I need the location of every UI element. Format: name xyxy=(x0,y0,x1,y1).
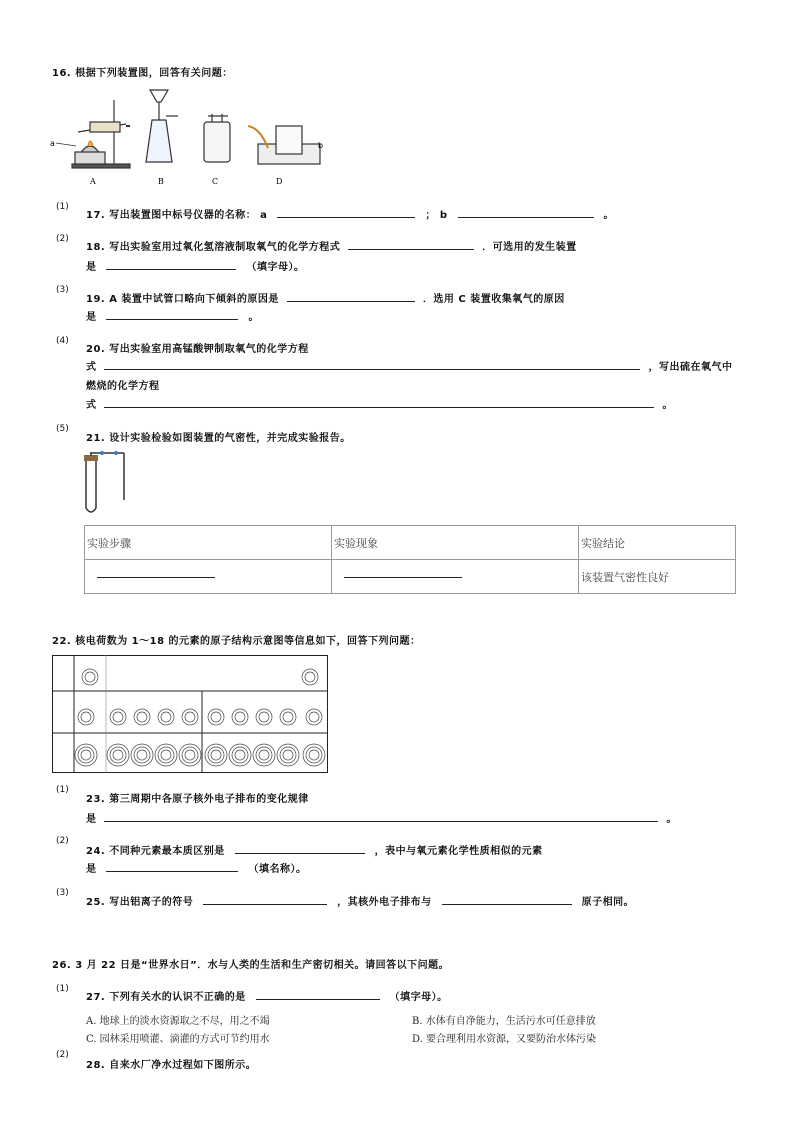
apparatus-d xyxy=(248,126,320,164)
q20-line3: 燃烧的化学方程 xyxy=(86,381,160,392)
q23-line2 xyxy=(86,810,677,825)
q17-blank-b[interactable] xyxy=(458,207,594,218)
q25-text-end: 原子相同。 xyxy=(581,897,635,908)
mark-b: b xyxy=(318,141,324,150)
q28-sub: (2) xyxy=(56,1050,69,1060)
q24-line2 xyxy=(86,860,306,875)
q23-line1: 23. 第三周期中各原子核外电子排布的变化规律 xyxy=(86,794,309,805)
q27-line1 xyxy=(86,988,448,1003)
periodic-structure-figure xyxy=(52,655,328,773)
q19-text-mid: ．选用 C 装置收集氧气的原因 xyxy=(422,294,565,305)
apparatus-c xyxy=(204,114,230,162)
q21-line1: 21. 设计实验检验如图装置的气密性，并完成实验报告。 xyxy=(86,433,351,444)
q24-blank-difference[interactable] xyxy=(235,843,365,854)
q18-text-end: ．可选用的发生装置 xyxy=(482,242,577,253)
q25-blank-symbol[interactable] xyxy=(203,894,327,905)
q27-text: 27. 下列有关水的认识不正确的是 xyxy=(86,992,246,1003)
q20-line2-end: ，写出硫在氧气中 xyxy=(648,362,733,373)
header-steps: 实验步骤 xyxy=(85,526,332,560)
q18-sub: (2) xyxy=(56,234,69,244)
q19-line1 xyxy=(86,290,565,305)
q20-blank-sulfur[interactable] xyxy=(104,397,654,408)
q18-line2-end: （填字母）。 xyxy=(246,262,305,273)
q27-option-c: C. 园林采用喷灌、滴灌的方式可节约用水 xyxy=(86,1034,270,1045)
cell-conclusion: 该装置气密性良好 xyxy=(579,560,736,594)
q27-option-a: A. 地球上的淡水资源取之不尽，用之不竭 xyxy=(86,1016,270,1027)
q19-blank-collect[interactable] xyxy=(106,309,238,320)
q19-line2 xyxy=(86,308,259,323)
q27-text-end: （填字母）。 xyxy=(389,992,448,1003)
label-a: A xyxy=(90,177,96,186)
apparatus-figure xyxy=(50,86,330,190)
q17-text: 17. 写出装置图中标号仪器的名称： a xyxy=(86,210,268,221)
q27-sub: (1) xyxy=(56,984,69,994)
q24-text-mid: ，表中与氧元素化学性质相似的元素 xyxy=(374,846,543,857)
q25-text: 25. 写出铝离子的符号 xyxy=(86,897,194,908)
q20-line4-end: 。 xyxy=(662,400,673,411)
q17-sub: (1) xyxy=(56,202,69,212)
label-d: D xyxy=(276,177,283,186)
q18-line2-start: 是 xyxy=(86,262,97,273)
q25-line1 xyxy=(86,893,634,908)
q18-line2 xyxy=(86,258,304,273)
q24-sub: (2) xyxy=(56,836,69,846)
q20-line2 xyxy=(86,358,732,373)
experiment-table xyxy=(84,525,736,594)
phenomena-blank[interactable] xyxy=(344,576,462,578)
q18-line1 xyxy=(86,238,577,253)
q18-blank-device[interactable] xyxy=(106,259,236,270)
q17-end: 。 xyxy=(603,210,615,221)
header-conclusion: 实验结论 xyxy=(579,526,736,560)
q20-sub: (4) xyxy=(56,336,69,346)
experiment-row xyxy=(85,560,736,594)
q24-line2-end: （填名称）。 xyxy=(248,864,307,875)
q19-blank-reason[interactable] xyxy=(287,291,415,302)
apparatus-a xyxy=(72,100,130,168)
q18-blank-equation[interactable] xyxy=(348,239,474,250)
q27-option-b: B. 水体有自净能力，生活污水可任意排放 xyxy=(412,1016,596,1027)
cell-steps xyxy=(85,560,332,594)
q23-line2-start: 是 xyxy=(86,814,97,825)
airtightness-figure xyxy=(80,450,130,520)
q25-text-mid: ，其核外电子排布与 xyxy=(337,897,432,908)
q25-blank-atom[interactable] xyxy=(442,894,572,905)
q20-line1: 20. 写出实验室用高锰酸钾制取氧气的化学方程 xyxy=(86,344,309,355)
q21-sub: (5) xyxy=(56,424,69,434)
q19-line2-end: 。 xyxy=(248,312,259,323)
q26-title: 26. 3 月 22 日是“世界水日”．水与人类的生活和生产密切相关。请回答以下问题。 xyxy=(52,960,450,971)
q20-line4-start: 式 xyxy=(86,400,97,411)
apparatus-b xyxy=(146,90,178,162)
q20-line4 xyxy=(86,396,673,411)
q20-line2-start: 式 xyxy=(86,362,97,373)
q23-sub: (1) xyxy=(56,785,69,795)
q19-text: 19. A 装置中试管口略向下倾斜的原因是 xyxy=(86,294,279,305)
q24-blank-element[interactable] xyxy=(106,861,238,872)
cell-phenomena xyxy=(332,560,579,594)
q28-line1: 28. 自来水厂净水过程如下图所示。 xyxy=(86,1060,257,1071)
steps-blank[interactable] xyxy=(97,576,215,578)
label-b: B xyxy=(158,177,164,186)
q17-line xyxy=(86,206,614,221)
q23-blank[interactable] xyxy=(104,811,658,822)
experiment-header-row xyxy=(85,526,736,560)
q22-title: 22. 核电荷数为 1～18 的元素的原子结构示意图等信息如下，回答下列问题： xyxy=(52,636,421,647)
mark-a: a xyxy=(50,139,55,148)
q25-sub: (3) xyxy=(56,888,69,898)
q16-title: 16. 根据下列装置图，回答有关问题： xyxy=(52,68,233,79)
q19-sub: (3) xyxy=(56,285,69,295)
header-phenomena: 实验现象 xyxy=(332,526,579,560)
q23-line2-end: 。 xyxy=(666,814,677,825)
q17-blank-a[interactable] xyxy=(277,207,415,218)
q24-line1 xyxy=(86,842,543,857)
q24-line2-start: 是 xyxy=(86,864,97,875)
q18-text: 18. 写出实验室用过氧化氢溶液制取氧气的化学方程式 xyxy=(86,242,341,253)
q24-text: 24. 不同种元素最本质区别是 xyxy=(86,846,225,857)
q17-sep: ； b xyxy=(425,210,448,221)
q27-option-d: D. 要合理利用水资源，又要防治水体污染 xyxy=(412,1034,597,1045)
q27-blank[interactable] xyxy=(256,989,380,1000)
q19-line2-start: 是 xyxy=(86,312,97,323)
label-c: C xyxy=(212,177,219,186)
q20-blank-kmno4[interactable] xyxy=(104,359,640,370)
